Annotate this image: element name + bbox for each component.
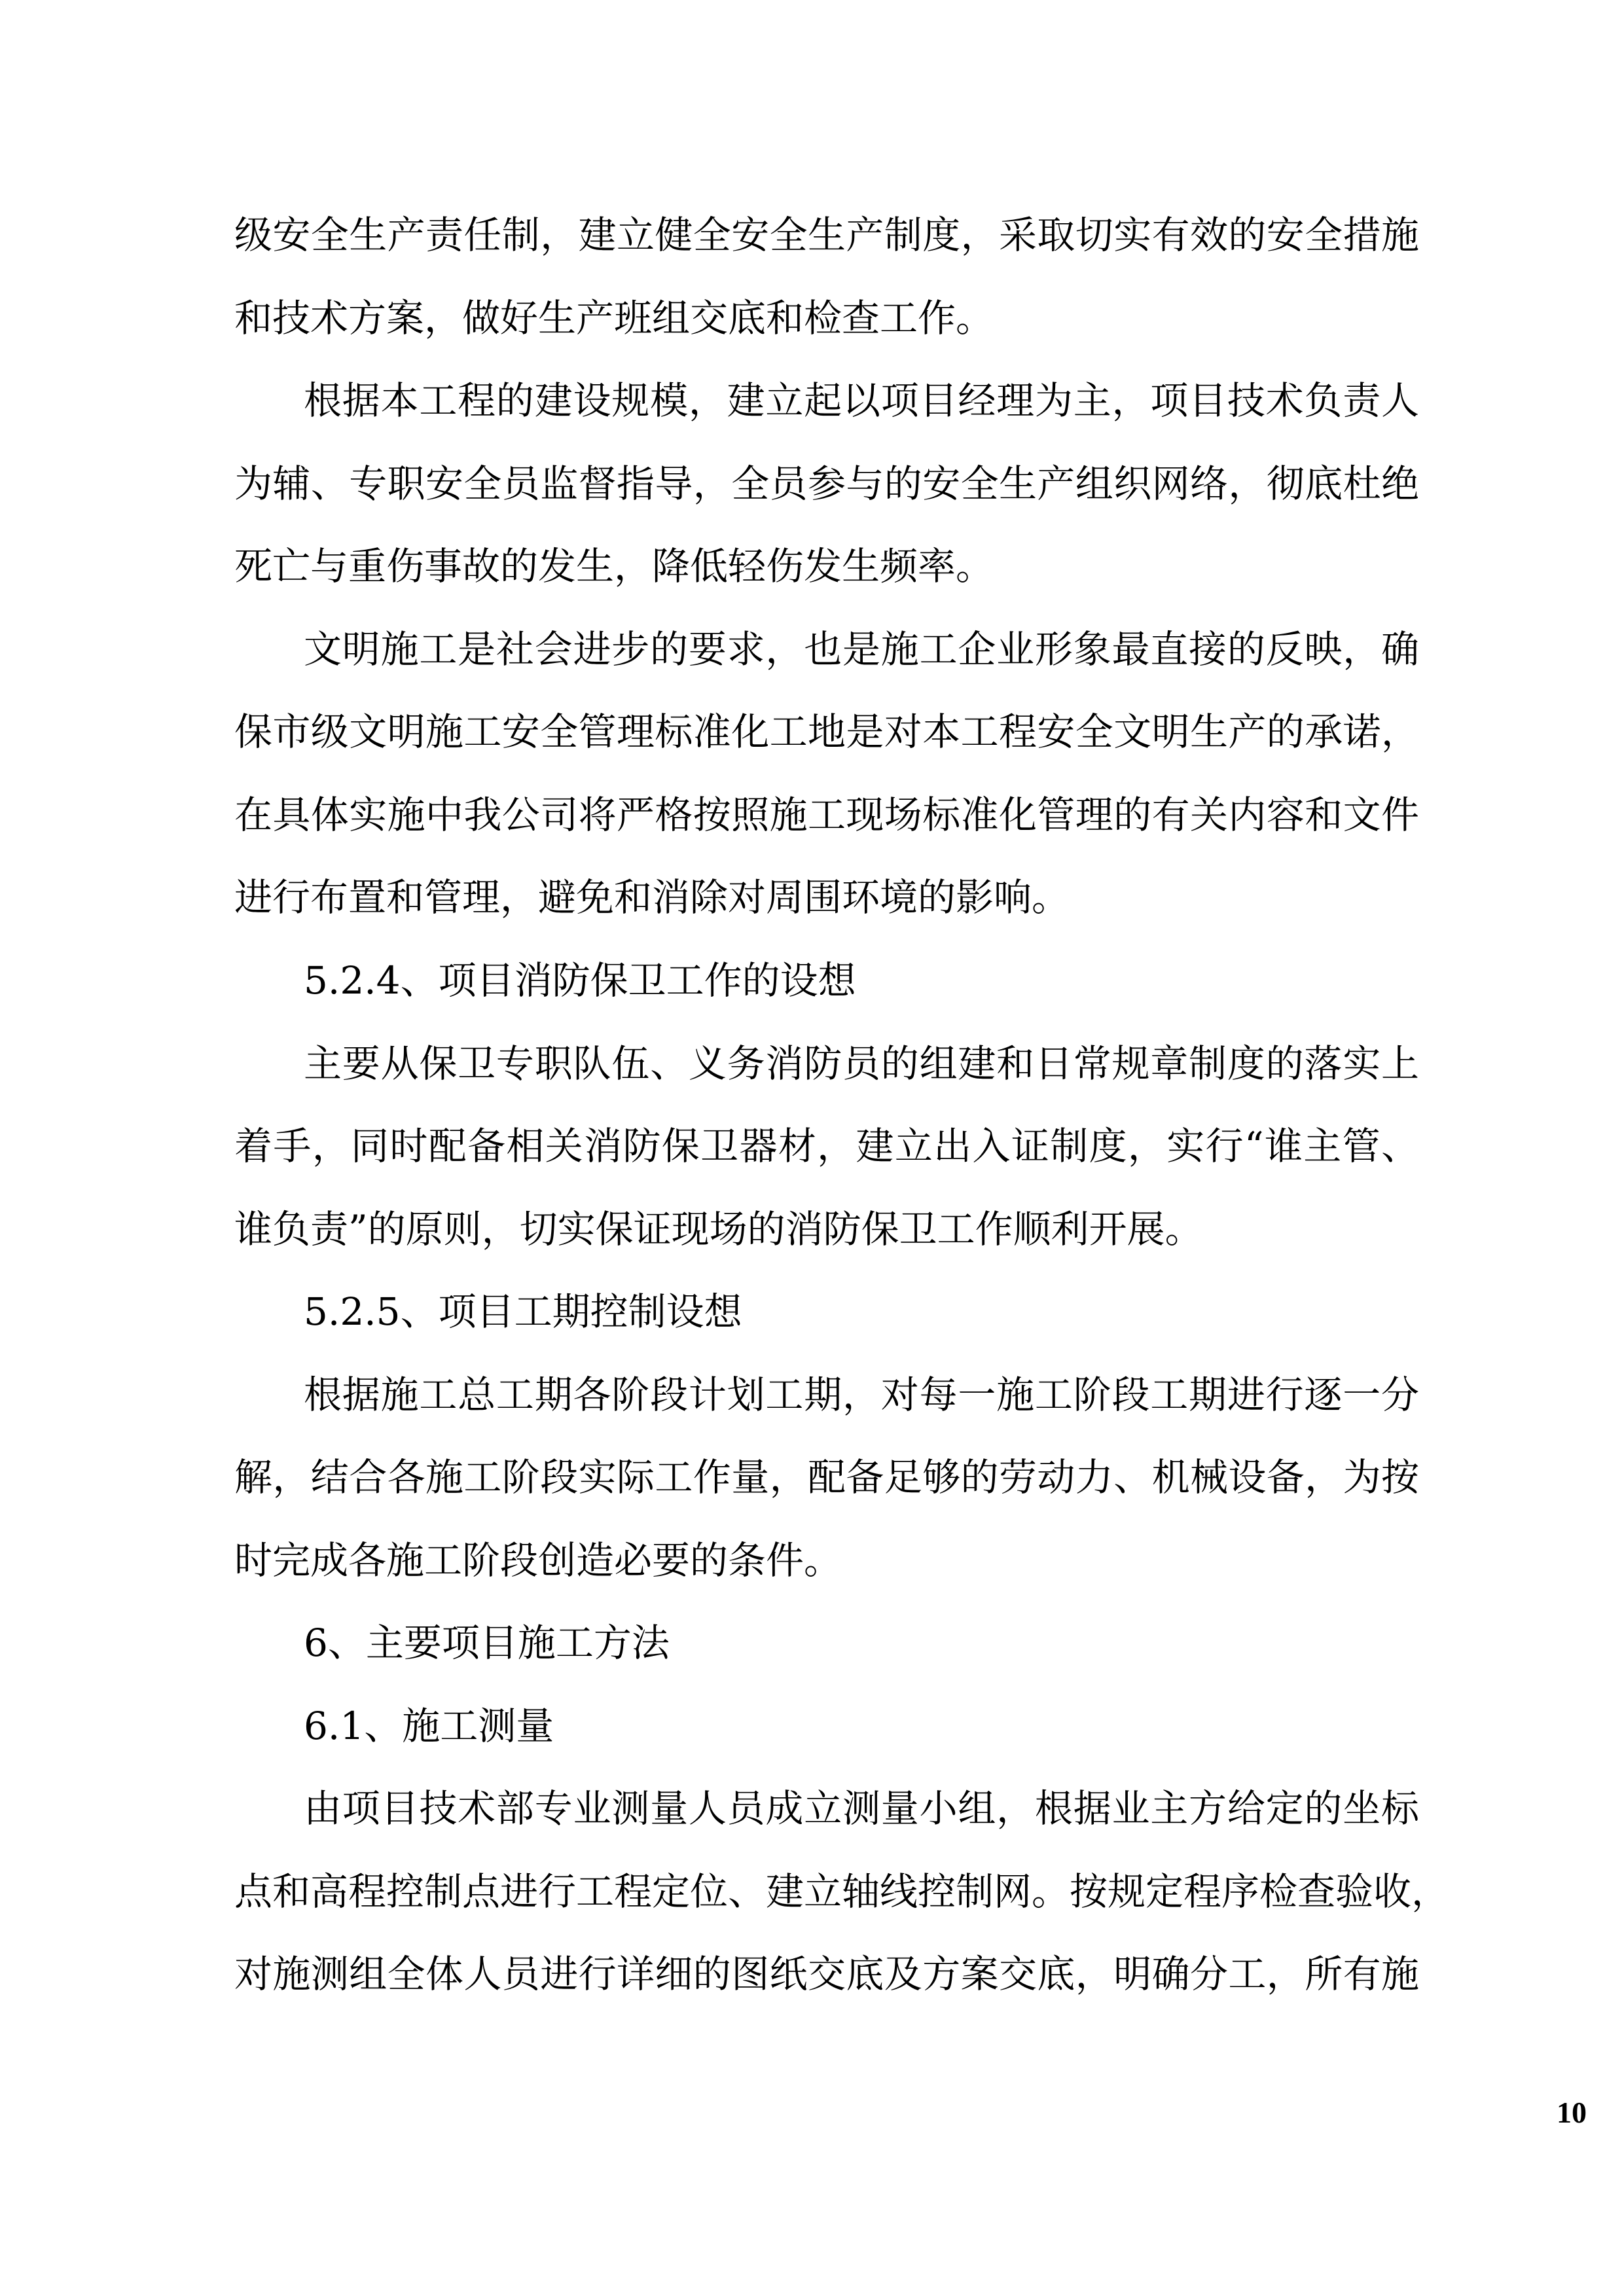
paragraph-first-line: 由项目技术部专业测量人员成立测量小组，根据业主方给定的坐标 [304, 1786, 1419, 1831]
paragraph-line: 保市级文明施工安全管理标准化工地是对本工程安全文明生产的承诺， [234, 709, 1419, 754]
page-number: 10 [1557, 2096, 1587, 2129]
paragraph-line: 谁负责”的原则，切实保证现场的消防保卫工作顺利开展。 [234, 1207, 1203, 1251]
section-heading: 6.1、施工测量 [304, 1704, 554, 1748]
paragraph-line: 为辅、专职安全员监督指导，全员参与的安全生产组织网络，彻底杜绝 [234, 461, 1419, 506]
paragraph-line: 对施测组全体人员进行详细的图纸交底及方案交底，明确分工，所有施 [234, 1952, 1419, 1996]
paragraph-line: 在具体实施中我公司将严格按照施工现场标准化管理的有关内容和文件 [234, 793, 1419, 837]
paragraph-line: 着手，同时配备相关消防保卫器材，建立出入证制度，实行“谁主管、 [234, 1124, 1419, 1168]
section-heading: 5.2.4、项目消防保卫工作的设想 [304, 958, 856, 1003]
paragraph-line: 死亡与重伤事故的发生，降低轻伤发生频率。 [234, 544, 994, 588]
section-heading: 6、主要项目施工方法 [304, 1621, 670, 1665]
paragraph-line: 和技术方案，做好生产班组交底和检查工作。 [234, 296, 994, 340]
paragraph-line: 点和高程控制点进行工程定位、建立轴线控制网。按规定程序检查验收， [234, 1869, 1450, 1914]
paragraph-line: 进行布置和管理，避免和消除对周围环境的影响。 [234, 875, 1070, 920]
paragraph-first-line: 文明施工是社会进步的要求，也是施工企业形象最直接的反映，确 [304, 627, 1419, 672]
paragraph-first-line: 主要从保卫专职队伍、义务消防员的组建和日常规章制度的落实上 [304, 1041, 1419, 1086]
paragraph-first-line: 根据施工总工期各阶段计划工期，对每一施工阶段工期进行逐一分 [304, 1372, 1419, 1417]
paragraph-line: 级安全生产责任制，建立健全安全生产制度，采取切实有效的安全措施 [234, 213, 1419, 257]
paragraph-line: 时完成各施工阶段创造必要的条件。 [234, 1538, 842, 1583]
paragraph-first-line: 根据本工程的建设规模，建立起以项目经理为主，项目技术负责人 [304, 378, 1419, 423]
paragraph-line: 解，结合各施工阶段实际工作量，配备足够的劳动力、机械设备，为按 [234, 1455, 1419, 1499]
section-heading: 5.2.5、项目工期控制设想 [304, 1289, 742, 1334]
